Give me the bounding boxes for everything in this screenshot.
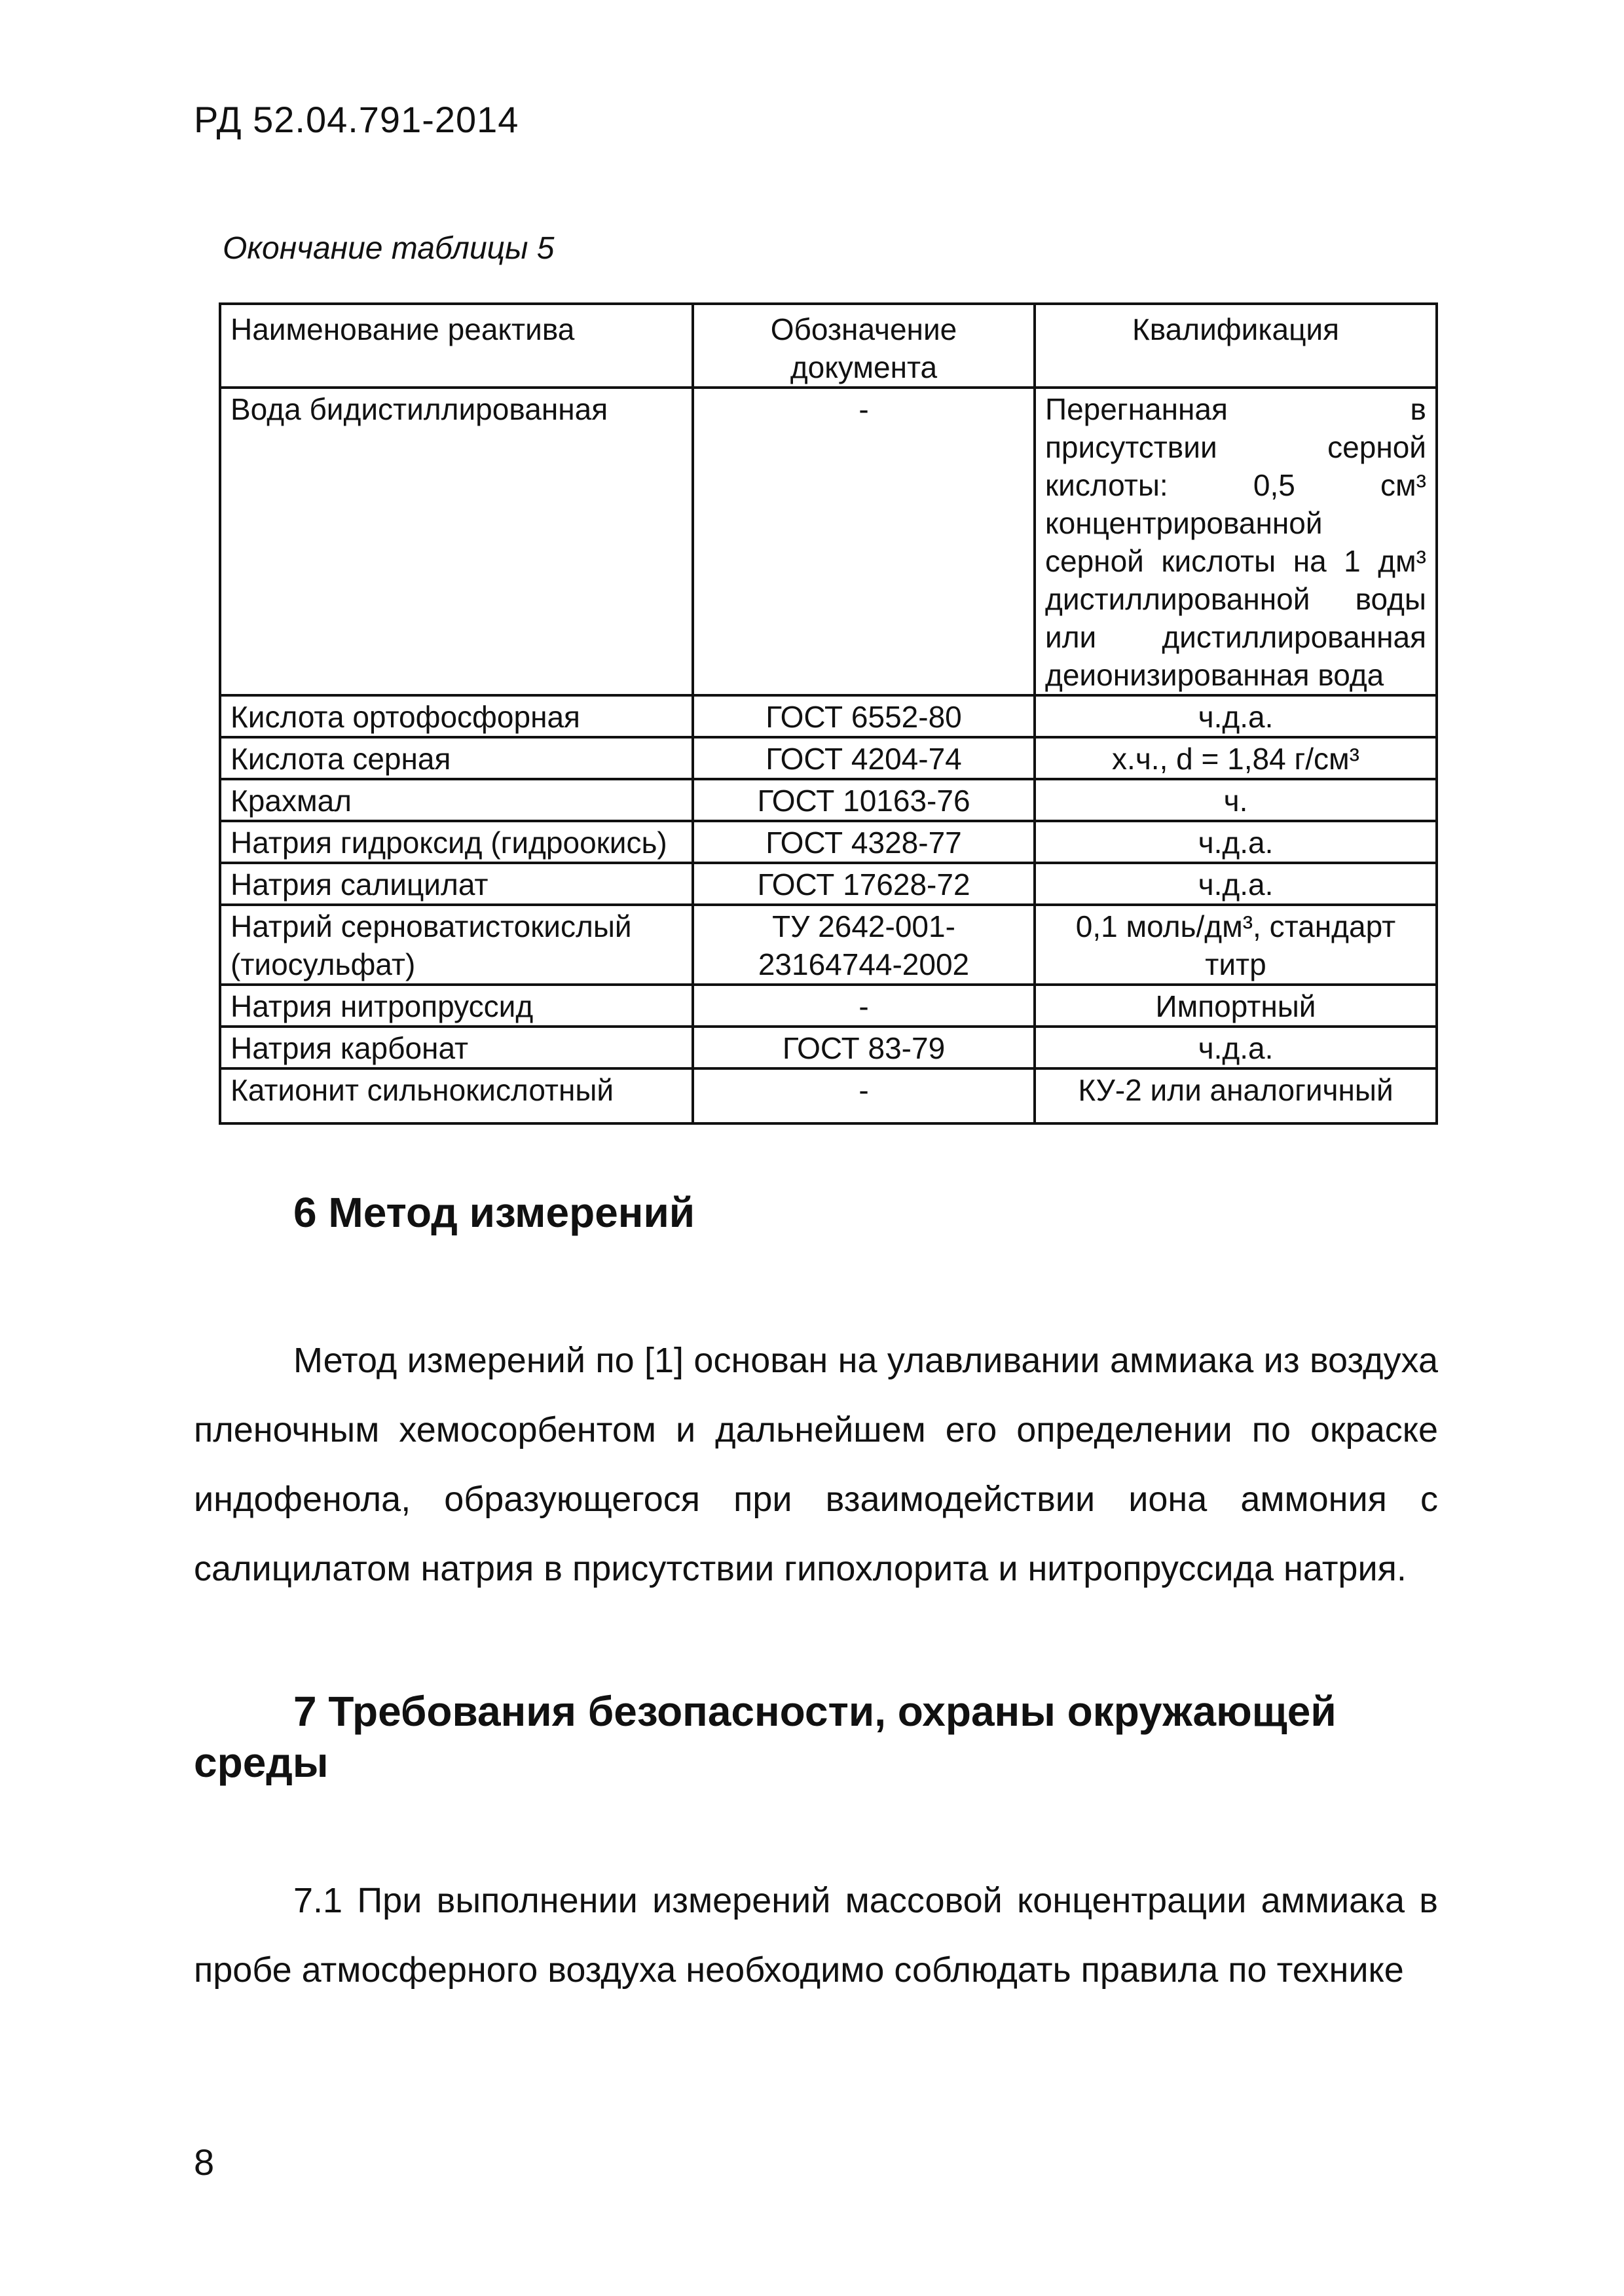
cell-document: ГОСТ 6552-80 [693,695,1035,737]
table-row [220,779,1437,821]
cell-qualification: х.ч., d = 1,84 г/см³ [1035,737,1437,779]
cell-document: - [693,388,1035,695]
table-row [220,821,1437,863]
table-row [220,905,1437,985]
cell-qualification: ч.д.а. [1035,1027,1437,1068]
cell-document: ГОСТ 4328-77 [693,821,1035,863]
section-7-heading: 7 Требования безопасности, охраны окружающей среды [194,1688,1337,1786]
column-header-qualification: Квалификация [1035,304,1437,388]
table-row [220,985,1437,1027]
cell-name: Кислота серная [220,737,693,779]
cell-qualification: ч.д.а. [1035,863,1437,905]
cell-document: ГОСТ 17628-72 [693,863,1035,905]
cell-name: Кислота ортофосфорная [220,695,693,737]
cell-document: ГОСТ 83-79 [693,1027,1035,1068]
cell-name: Вода бидистиллированная [220,388,693,695]
cell-name: Натрия гидроксид (гидроокись) [220,821,693,863]
cell-qualification: Перегнанная в присутствии серной кислоты: 0,5 см³ концентрированной серной кислоты на 1 дм³ дистиллированной воды или дистиллированная деионизированная вода [1035,388,1437,695]
cell-qualification: ч.д.а. [1035,821,1437,863]
section-6-heading: 6 Метод измерений [293,1189,695,1236]
cell-qualification: ч. [1035,779,1437,821]
cell-document: ГОСТ 4204-74 [693,737,1035,779]
column-header-name: Наименование реактива [220,304,693,388]
cell-qualification: Импортный [1035,985,1437,1027]
table-header-row [220,304,1437,388]
paragraph-7-1: 7.1 При выполнении измерений массовой концентрации аммиака в пробе атмосферного воздуха необходимо соблюдать правила по технике [194,1881,1438,1990]
cell-name: Катионит сильнокислотный [220,1068,693,1123]
table-row [220,388,1437,695]
table-row [220,1027,1437,1068]
cell-name: Натрия нитропруссид [220,985,693,1027]
cell-qualification: 0,1 моль/дм³, стандарт титр [1035,905,1437,985]
table-caption: Окончание таблицы 5 [223,231,555,266]
reagents-table [219,302,1438,1125]
column-header-document: Обозначение документа [693,304,1035,388]
cell-document: ГОСТ 10163-76 [693,779,1035,821]
cell-document: - [693,985,1035,1027]
cell-name: Натрий серноватистокислый (тиосульфат) [220,905,693,985]
cell-qualification: ч.д.а. [1035,695,1437,737]
cell-name: Натрия карбонат [220,1027,693,1068]
document-code: РД 52.04.791-2014 [194,99,519,140]
cell-document: - [693,1068,1035,1123]
section-6-paragraph: Метод измерений по [1] основан на улавливании аммиака из воздуха пленочным хемосорбентом и дальнейшем его определении по окраске индофенола, образующегося при взаимодействии иона аммония с салицилатом натрия в присутствии гипохлорита и нитропруссида натрия. [194,1341,1438,1588]
table-row [220,695,1437,737]
cell-name: Натрия салицилат [220,863,693,905]
cell-name: Крахмал [220,779,693,821]
table-row [220,1068,1437,1123]
cell-qualification: КУ-2 или аналогичный [1035,1068,1437,1123]
table-row [220,737,1437,779]
table-row [220,863,1437,905]
cell-document: ТУ 2642-001-23164744-2002 [693,905,1035,985]
page-number: 8 [194,2141,215,2183]
